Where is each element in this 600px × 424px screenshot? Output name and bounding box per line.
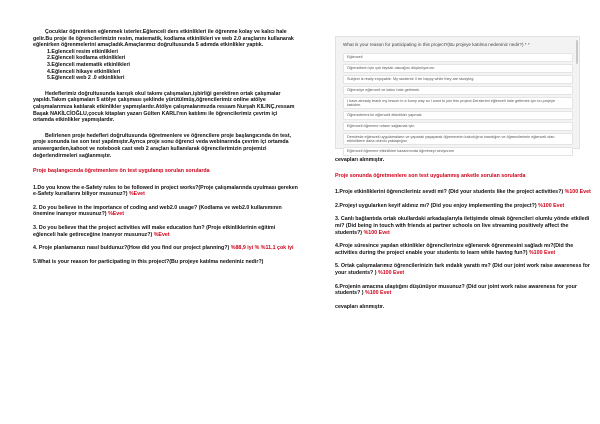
response-item: Derslerde eğlenceli uygulamaların ve yaparak yaşayarak öğrenmenin kalıcılığına inandığım ve öğrencilerimin eğlenceli olan etkinliklere daha olumlu yaklaştığını (343, 133, 573, 145)
right-column (335, 36, 595, 310)
answers-note: cevapları alınmıştır. (335, 157, 385, 163)
activity-item: 5.Eğlenceli web 2 .0 etkinlikleri (47, 75, 125, 82)
posttest-question (335, 216, 595, 236)
closing-note: cevapları alınmıştır. (335, 303, 385, 310)
question-text: 4.Proje süresince yapılan etkinlikler öğrencilerinize eğlenerek öğrenmesini sağladı mı?(Did the activities during the project enable your students to learn while having fun?) (335, 243, 574, 256)
question-answer: %Evet (108, 211, 124, 218)
pretest-question (33, 185, 298, 198)
right-body (335, 157, 595, 310)
response-item: I have already teach my lesson in a funny way so I want to join this project.Derslerimi eğlenceli hale getirmek için bu projeye katıldım. (343, 97, 573, 109)
question-text: 1.Do you know the e-Safety rules to be followed in project works?(Proje çalışmalarında uyulması gereken e-Safety kurallarını biliyor musunuz?) (33, 184, 298, 198)
question-text: 5. Ortak çalışmalarımız öğrencilerinizin fark ındalık yarattı mı? (Did our joint work raise awareness for your students? ) (335, 263, 590, 276)
pretest-question (33, 225, 298, 238)
question-answer: %100 Evet (538, 202, 565, 209)
activity-list (33, 49, 298, 82)
activity-item: 1.Eglenceli resim etkinlikleri (47, 48, 118, 55)
response-item: Öğrenciye eğlenceli ve kalıcı hale getirmek (343, 86, 573, 95)
response-item: Subject is really enjoyable. My students' ll be happy while they are studying. (343, 75, 573, 84)
results-paragraph: Belirlenen proje hedefleri doğrultusunda öğretmenlere ve öğrencilere proje başlangıcında ön test, proje sonunda ise son test yapılmıştır.Ayrıca proje sonu öğrenci veda webinarında çevrim içi ortamda answergarden,kahoot ve notebook cast web 2 araçları kullanılarak öğrencilerimizin projemizi değerlendirmeleri sağlanmıştır. (33, 132, 292, 159)
question-text: 3. Canlı bağlantıda ortak okullardaki arkadaşlarıyla iletişimde olmak öğrencileri olumlu yönde etkiledi mi? (Did being in touch with friends at partner schools on live streaming positively affect the students?) (335, 216, 590, 236)
posttest-question (335, 203, 595, 210)
question-text: 3. Do you believe that the project activities will make education fun? (Proje etkinliklerinin eğitimi eğlenceli hale getireceğine inanıyor musunuz?) (33, 225, 276, 238)
pretest-question (33, 245, 298, 252)
question-text: 2.Projeyi uygularken keyif aldınız mı? (Did you enjoy implementing the project?) (335, 202, 537, 209)
posttest-question (335, 243, 595, 256)
intro-paragraph: Çocuklar öğrenirken eğlenmek isterler.Eğlenceli ders etkinlikleri ile öğrenme kolay ve kalıcı hale gelir.Bu proje ile öğrencilerimizin resim, matematik, kodlama etkinlikleri ve web 2.0 araçlarını kullanarak eğlenirken öğrenmelerini amaçladık.Amaçlarımız doğrultusunda 5 adımda etkinlikler yaptık. (33, 29, 294, 49)
posttest-question (335, 263, 595, 276)
question-text: 4. Proje planlamanızı nasıl buldunuz?(How did you find our project planning?) (33, 245, 230, 252)
goals-paragraph: Hedeflerimiz doğrultusunda karışık okul takımı çalışmaları,işbirliği gerektiren ortak çalışmalar yapıldı.Takım çalışmaları 5 atölye çalışması şeklinde yürütülmüş,öğrencilerimiz online atölye çalışmalarımıza katılarak etkinlikler yapmışlardır.Atölye çalışmalarımızda ressam Nurşah KILINÇ,ressam Başak NAKİLCİOĞLU,çocuk kitapları yazarı Gülten KARLI'nın katılımı ile öğrencilerimiz çevrim içi ortamda etkinlikler yapmışlardır. (33, 90, 295, 124)
question-text: 1.Proje etkinliklerini öğrencileriniz sevdi mi? (Did your students like the project activities?) (335, 189, 564, 196)
question-answer: %Evet (128, 191, 145, 198)
pretest-heading: Proje başlangıcında öğretmenlere ön test uygulanıp sorulan sorularda (33, 168, 210, 175)
question-answer: %100 Evet (377, 269, 405, 276)
posttest-question (335, 189, 595, 196)
question-answer: %100 Evet (363, 229, 390, 236)
survey-responses-screenshot (335, 36, 580, 154)
pretest-question (33, 259, 298, 266)
posttest-heading: Proje sonunda öğretmenlere son test uygulanmış anketle sorulan sorularda (335, 172, 526, 179)
response-item: Öğrencilerimi ile eğlenceli etkinlikler yapmak (343, 111, 573, 120)
question-text: 2. Do you believe in the importance of coding and web2.0 usage? (Kodlama ve web2.0 kullanımının önemine inanıyor musunuz?) (33, 204, 282, 218)
activity-item: 4.Eğlenceli hikaye etkinlikleri (47, 68, 121, 75)
response-item: Eğlenceli (343, 53, 573, 62)
activity-item: 3.Eğlenceli matematik etkinlikleri (47, 61, 131, 68)
question-answer: %88,9 iyi % %11,1 çok iyi (230, 245, 294, 252)
response-item: Eğlenceli öğrenme ortamı sağlamak için (343, 122, 573, 131)
survey-question: What is your reason for participating in this project?(Bu projeye katılma nedeniniz nedir?) * * (343, 42, 530, 47)
question-text: 5.What is your reason for participating in this project?(Bu projeye katılma nedeniniz nedir?) (33, 258, 264, 265)
pretest-question (33, 205, 298, 218)
question-answer: %100 Evet (528, 249, 556, 256)
left-column (33, 29, 298, 272)
posttest-question (335, 284, 595, 297)
response-item: Öğrencilerin için çok faydalı olacağını düşünüyorum. (343, 64, 573, 73)
scrollbar (576, 40, 578, 64)
activity-item: 2.Eğlenceli kodlama etkinlikleri (47, 55, 126, 62)
question-answer: %100 Evet (365, 290, 392, 297)
response-item: Eğlenceli öğrenme etkinlikleri kazanmında öğretmeyi seviyorum (343, 147, 573, 156)
response-list (343, 53, 573, 157)
question-answer: %Evet (153, 231, 170, 238)
question-answer: %100 Evet (564, 189, 591, 196)
question-text: 6.Projenin amacına ulaştığını düşünüyor musunuz? (Did our joint work raise awareness for your students? ) (335, 283, 577, 297)
